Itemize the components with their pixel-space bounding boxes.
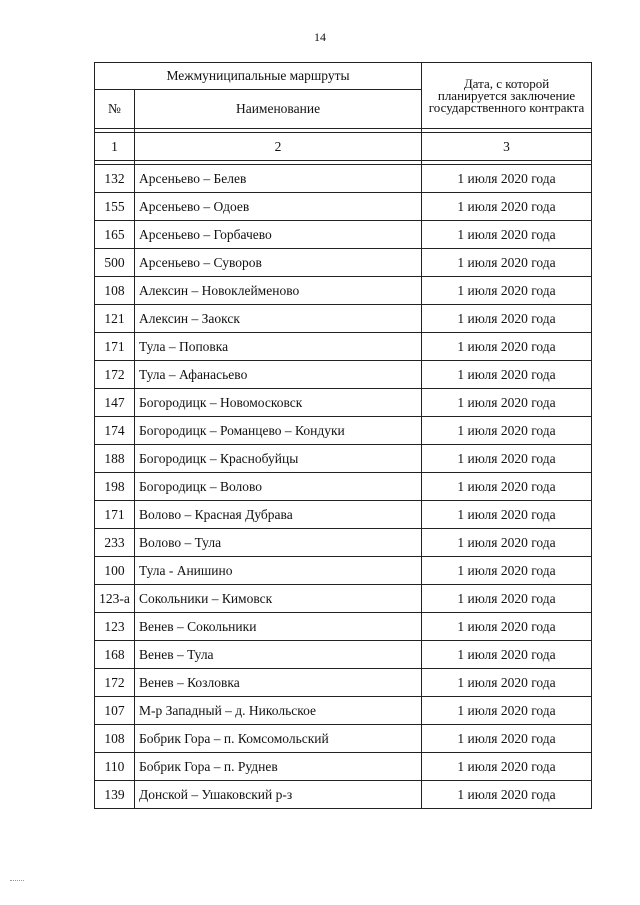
contract-date: 1 июля 2020 года (422, 165, 592, 193)
contract-date: 1 июля 2020 года (422, 473, 592, 501)
contract-date: 1 июля 2020 года (422, 193, 592, 221)
table-row (95, 725, 592, 753)
route-number: 123-а (95, 585, 135, 613)
table-row (95, 361, 592, 389)
table-row (95, 473, 592, 501)
route-name: Богородицк – Новомосковск (135, 389, 422, 417)
table-row (95, 445, 592, 473)
routes-table-body (95, 129, 592, 809)
route-number: 188 (95, 445, 135, 473)
route-number: 108 (95, 725, 135, 753)
index-cell-2: 2 (135, 133, 422, 161)
table-row (95, 753, 592, 781)
column-index-row (95, 133, 592, 161)
header-number: № (95, 90, 135, 129)
table-row (95, 305, 592, 333)
index-cell-3: 3 (422, 133, 592, 161)
route-name: Волово – Красная Дубрава (135, 501, 422, 529)
page-number: 14 (314, 30, 326, 44)
route-number: 172 (95, 361, 135, 389)
route-name: Тула - Анишино (135, 557, 422, 585)
route-number: 168 (95, 641, 135, 669)
table-row (95, 389, 592, 417)
table-row (95, 333, 592, 361)
route-number: 500 (95, 249, 135, 277)
table-row (95, 557, 592, 585)
route-number: 139 (95, 781, 135, 809)
route-number: 171 (95, 333, 135, 361)
table-row (95, 781, 592, 809)
route-name: Арсеньево – Горбачево (135, 221, 422, 249)
contract-date: 1 июля 2020 года (422, 333, 592, 361)
route-name: Богородицк – Романцево – Кондуки (135, 417, 422, 445)
route-name: Алексин – Новоклейменово (135, 277, 422, 305)
table-row (95, 193, 592, 221)
route-number: 198 (95, 473, 135, 501)
routes-table (94, 62, 592, 809)
table-row (95, 585, 592, 613)
route-number: 132 (95, 165, 135, 193)
route-number: 121 (95, 305, 135, 333)
table-row (95, 613, 592, 641)
margin-mark (10, 880, 24, 882)
contract-date: 1 июля 2020 года (422, 753, 592, 781)
route-number: 123 (95, 613, 135, 641)
route-number: 155 (95, 193, 135, 221)
contract-date: 1 июля 2020 года (422, 389, 592, 417)
route-number: 233 (95, 529, 135, 557)
contract-date: 1 июля 2020 года (422, 585, 592, 613)
contract-date: 1 июля 2020 года (422, 529, 592, 557)
table-row (95, 641, 592, 669)
route-number: 147 (95, 389, 135, 417)
route-name: Волово – Тула (135, 529, 422, 557)
contract-date: 1 июля 2020 года (422, 725, 592, 753)
route-name: Богородицк – Волово (135, 473, 422, 501)
contract-date: 1 июля 2020 года (422, 417, 592, 445)
route-name: Венев – Тула (135, 641, 422, 669)
route-name: Тула – Афанасьево (135, 361, 422, 389)
route-name: Венев – Сокольники (135, 613, 422, 641)
contract-date: 1 июля 2020 года (422, 361, 592, 389)
route-number: 110 (95, 753, 135, 781)
route-name: Донской – Ушаковский р-з (135, 781, 422, 809)
route-name: Арсеньево – Одоев (135, 193, 422, 221)
route-name: Венев – Козловка (135, 669, 422, 697)
contract-date: 1 июля 2020 года (422, 613, 592, 641)
table-row (95, 221, 592, 249)
route-name: Богородицк – Краснобуйцы (135, 445, 422, 473)
route-name: Арсеньево – Белев (135, 165, 422, 193)
header-contract-date: Дата, с которой планируется заключение государственного контракта (422, 63, 592, 129)
route-name: Тула – Поповка (135, 333, 422, 361)
contract-date: 1 июля 2020 года (422, 445, 592, 473)
table-row (95, 697, 592, 725)
route-number: 108 (95, 277, 135, 305)
table-row (95, 417, 592, 445)
table-row (95, 669, 592, 697)
table-row (95, 165, 592, 193)
table-row (95, 529, 592, 557)
route-number: 107 (95, 697, 135, 725)
contract-date: 1 июля 2020 года (422, 277, 592, 305)
route-number: 172 (95, 669, 135, 697)
contract-date: 1 июля 2020 года (422, 501, 592, 529)
route-name: Сокольники – Кимовск (135, 585, 422, 613)
route-name: Бобрик Гора – п. Комсомольский (135, 725, 422, 753)
contract-date: 1 июля 2020 года (422, 249, 592, 277)
contract-date: 1 июля 2020 года (422, 641, 592, 669)
route-number: 100 (95, 557, 135, 585)
route-number: 171 (95, 501, 135, 529)
route-number: 174 (95, 417, 135, 445)
contract-date: 1 июля 2020 года (422, 305, 592, 333)
header-name: Наименование (135, 90, 422, 129)
table-row (95, 501, 592, 529)
index-cell-1: 1 (95, 133, 135, 161)
header-routes-group: Межмуниципальные маршруты (95, 63, 422, 90)
route-name: Арсеньево – Суворов (135, 249, 422, 277)
route-name: Бобрик Гора – п. Руднев (135, 753, 422, 781)
route-name: М-р Западный – д. Никольское (135, 697, 422, 725)
contract-date: 1 июля 2020 года (422, 781, 592, 809)
route-name: Алексин – Заокск (135, 305, 422, 333)
route-number: 165 (95, 221, 135, 249)
table-row (95, 277, 592, 305)
contract-date: 1 июля 2020 года (422, 697, 592, 725)
contract-date: 1 июля 2020 года (422, 221, 592, 249)
contract-date: 1 июля 2020 года (422, 557, 592, 585)
table-row (95, 249, 592, 277)
contract-date: 1 июля 2020 года (422, 669, 592, 697)
